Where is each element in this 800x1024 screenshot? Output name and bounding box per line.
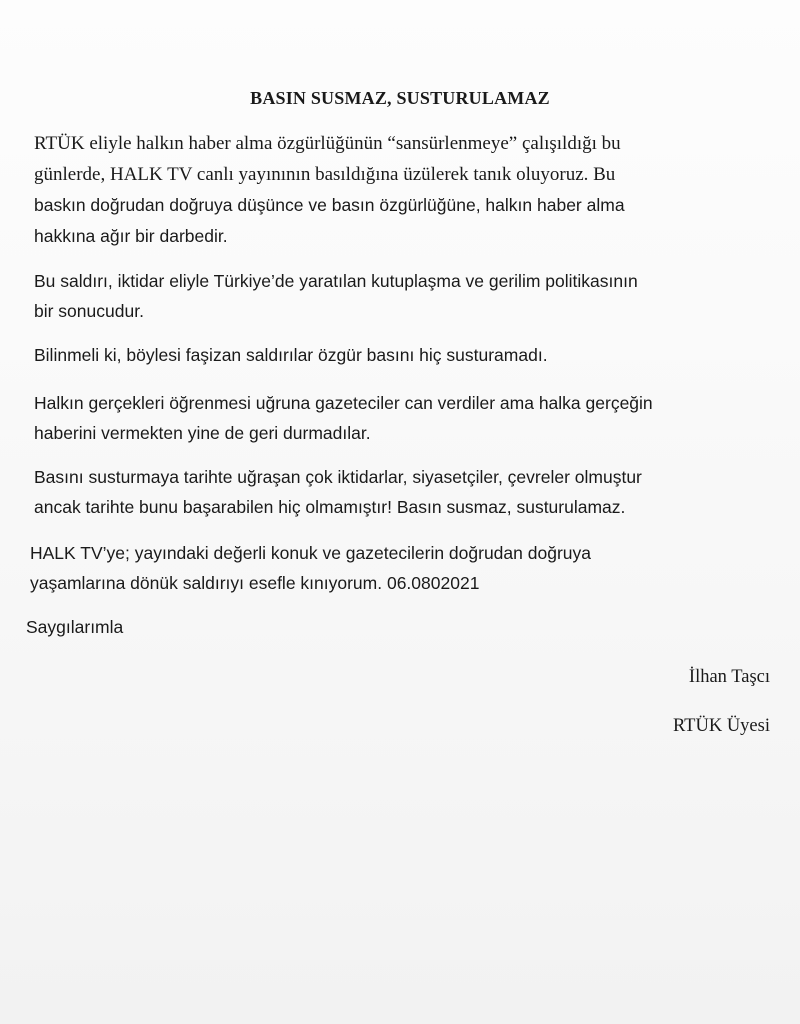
paragraph-line: HALK TV’ye; yayındaki değerli konuk ve gazetecilerin doğrudan doğruya bbox=[30, 543, 591, 563]
paragraph-line: RTÜK eliyle halkın haber alma özgürlüğünün “sansürlenmeye” çalışıldığı bu bbox=[34, 133, 621, 154]
paragraph-line: hakkına ağır bir darbedir. bbox=[34, 226, 228, 246]
paragraph-line: yaşamlarına dönük saldırıyı esefle kınıyorum. 06.0802021 bbox=[30, 573, 480, 593]
paragraph-line: ancak tarihte bunu başarabilen hiç olmamıştır! Basın susmaz, susturulamaz. bbox=[34, 497, 626, 517]
paragraph-line: baskın doğrudan doğruya düşünce ve basın özgürlüğüne, halkın haber alma bbox=[34, 195, 625, 215]
signatory-name: İlhan Taşcı bbox=[688, 667, 770, 687]
paragraph-4 bbox=[34, 388, 653, 448]
paragraph-line: Bu saldırı, iktidar eliyle Türkiye’de yaratılan kutuplaşma ve gerilim politikasının bbox=[34, 271, 638, 291]
paragraph-line: haberini vermekten yine de geri durmadılar. bbox=[34, 423, 371, 443]
signatory-position: RTÜK Üyesi bbox=[672, 716, 770, 736]
closing-salutation: Saygılarımla bbox=[26, 617, 124, 637]
paragraph-line: Basını susturmaya tarihte uğraşan çok iktidarlar, siyasetçiler, çevreler olmuştur bbox=[34, 467, 642, 487]
paragraph-line: günlerde, HALK TV canlı yayınının basıldığına üzülerek tanık oluyoruz. Bu bbox=[34, 164, 616, 185]
paragraph-3 bbox=[34, 340, 548, 370]
paragraph-2 bbox=[34, 266, 638, 326]
paragraph-line: Halkın gerçekleri öğrenmesi uğruna gazeteciler can verdiler ama halka gerçeğin bbox=[34, 393, 653, 413]
paragraph-line: Bilinmeli ki, böylesi faşizan saldırılar özgür basını hiç susturamadı. bbox=[34, 345, 548, 365]
paragraph-6 bbox=[30, 538, 591, 598]
paragraph-5 bbox=[34, 462, 642, 522]
document-title: BASIN SUSMAZ, SUSTURULAMAZ bbox=[250, 88, 550, 108]
paragraph-line: bir sonucudur. bbox=[34, 301, 144, 321]
paragraph-1 bbox=[34, 128, 625, 252]
